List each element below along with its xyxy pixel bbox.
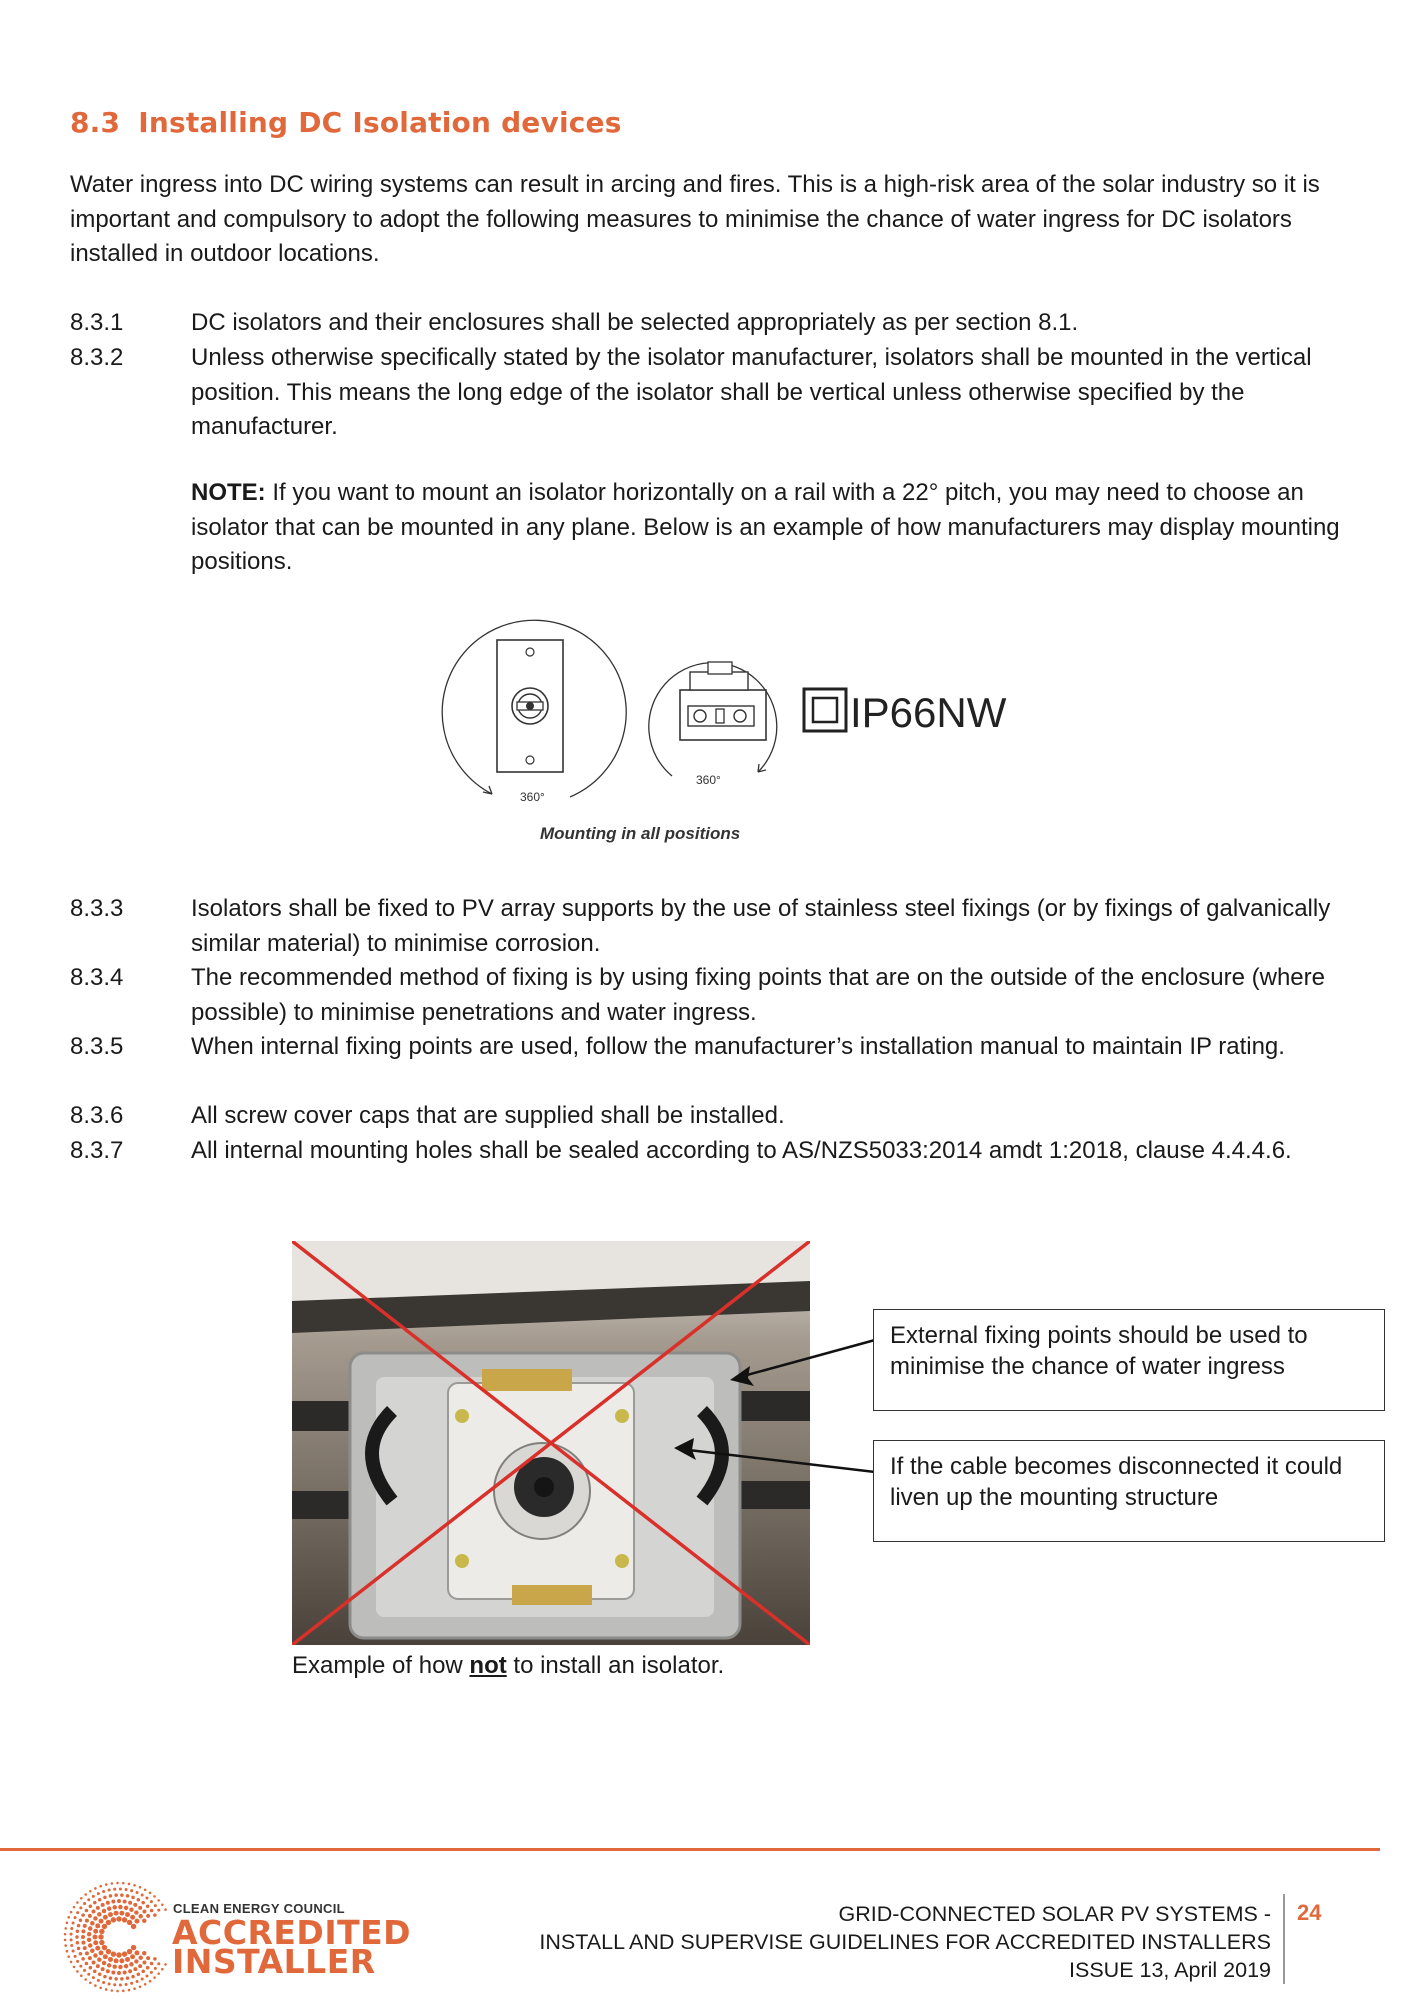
clause-8-3-7 xyxy=(70,1134,1360,1169)
section-title: Installing DC Isolation devices xyxy=(138,106,622,139)
clause-text: All screw cover caps that are supplied shall be installed. xyxy=(191,1102,785,1129)
clause-8-3-4 xyxy=(70,961,1360,1030)
clause-text: DC isolators and their enclosures shall be selected appropriately as per section 8.1. xyxy=(191,309,1079,336)
clause-text: Isolators shall be fixed to PV array supports by the use of stainless steel fixings (or by fixings of galvanically similar material) to minimise corrosion. xyxy=(191,895,1331,957)
note-paragraph xyxy=(191,476,1351,580)
horizontal-isolator-illustration xyxy=(649,662,777,776)
arrow-1-line xyxy=(736,1340,875,1378)
clause-text: All internal mounting holes shall be sealed according to AS/NZS5033:2014 amdt 1:2018, clause 4.4.4.6. xyxy=(191,1137,1292,1164)
arrow-2-head xyxy=(674,1438,696,1460)
angle-label-1: 360° xyxy=(520,790,545,804)
clause-text: When internal fixing points are used, follow the manufacturer’s installation manual to maintain IP rating. xyxy=(191,1033,1285,1060)
clause-number: 8.3.4 xyxy=(70,964,124,991)
angle-label-2: 360° xyxy=(696,773,721,787)
arrow-1-head xyxy=(730,1366,754,1386)
clause-8-3-6 xyxy=(70,1099,1360,1134)
caption-emphasis: not xyxy=(469,1652,507,1679)
section-number: 8.3 xyxy=(70,106,121,139)
callout-arrows xyxy=(670,1300,885,1520)
logo-accredited: ACCREDITED xyxy=(172,1913,412,1952)
footer-issue: ISSUE 13, April 2019 xyxy=(1069,1958,1271,1982)
clause-number: 8.3.3 xyxy=(70,895,124,922)
intro-paragraph: Water ingress into DC wiring systems can result in arcing and fires. This is a high-risk area of the solar industry so it is important and compulsory to adopt the following measures to minimise the chance of water ingress for DC isolators installed in outdoor locations. xyxy=(70,171,1320,267)
diagram-caption: Mounting in all positions xyxy=(540,824,741,843)
footer-title-line-1: GRID-CONNECTED SOLAR PV SYSTEMS - xyxy=(838,1902,1271,1926)
callout-external-fixing-text: External fixing points should be used to minimise the chance of water ingress xyxy=(890,1322,1308,1380)
callout-cable-disconnect-text: If the cable becomes disconnected it could liven up the mounting structure xyxy=(890,1453,1343,1511)
callout-cable-disconnect xyxy=(873,1440,1385,1542)
footer-rule xyxy=(0,1848,1380,1851)
clause-number: 8.3.1 xyxy=(70,309,124,336)
double-insulation-icon xyxy=(804,689,846,731)
arrow-2-line xyxy=(680,1449,875,1472)
note-text: If you want to mount an isolator horizontally on a rail with a 22° pitch, you may need to choose an isolator that can be mounted in any plane. Below is an example of how manufacturers may display mounting positions. xyxy=(191,479,1340,575)
mounting-positions-diagram xyxy=(440,614,1030,819)
accredited-installer-logo-icon xyxy=(60,1878,178,1996)
clause-8-3-3 xyxy=(70,892,1360,961)
clause-8-3-1 xyxy=(70,306,1360,341)
clause-number: 8.3.6 xyxy=(70,1102,124,1129)
clause-text: The recommended method of fixing is by using fixing points that are on the outside of the enclosure (where possible) to minimise penetrations and water ingress. xyxy=(191,964,1325,1026)
clause-number: 8.3.7 xyxy=(70,1137,124,1164)
callout-external-fixing xyxy=(873,1309,1385,1411)
logo-org-name: CLEAN ENERGY COUNCIL xyxy=(173,1901,345,1916)
photo-caption: Example of how not to install an isolator. xyxy=(292,1652,725,1679)
footer-document-title xyxy=(539,1900,1271,1984)
clause-number: 8.3.5 xyxy=(70,1033,124,1060)
footer-separator xyxy=(1283,1894,1285,1984)
footer-title-line-2: INSTALL AND SUPERVISE GUIDELINES FOR ACCREDITED INSTALLERS xyxy=(539,1930,1271,1954)
vertical-isolator-illustration xyxy=(442,620,626,797)
clause-text: Unless otherwise specifically stated by the isolator manufacturer, isolators shall be mounted in the vertical position. This means the long edge of the isolator shall be vertical unless otherwise specified by the manufacturer. xyxy=(191,344,1312,440)
clause-8-3-2 xyxy=(70,341,1360,445)
page-number: 24 xyxy=(1297,1900,1322,1925)
clause-8-3-5 xyxy=(70,1030,1360,1065)
logo-installer: INSTALLER xyxy=(172,1942,376,1981)
note-label: NOTE: xyxy=(191,479,266,506)
section-heading xyxy=(70,106,622,139)
clause-number: 8.3.2 xyxy=(70,344,124,371)
ip-rating-text: IP66NW xyxy=(850,689,1007,736)
